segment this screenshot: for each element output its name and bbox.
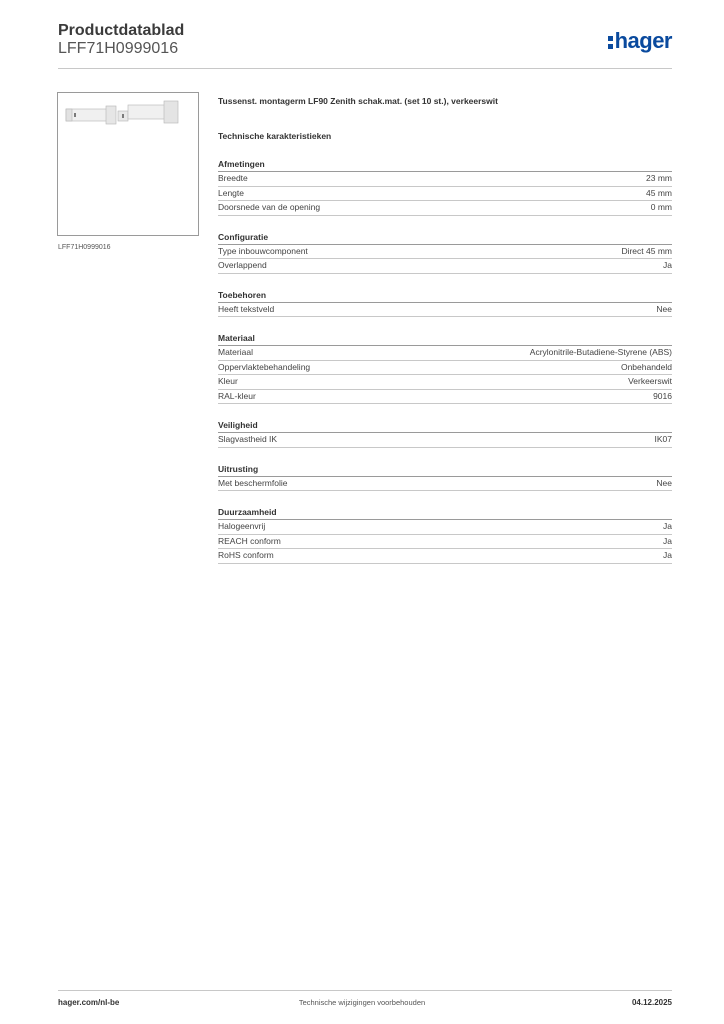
spec-value: Nee — [656, 477, 672, 488]
section-heading: Toebehoren — [218, 290, 672, 303]
spec-value: Onbehandeld — [620, 361, 672, 372]
product-image-graphic — [58, 93, 198, 235]
spec-label: REACH conform — [218, 535, 281, 546]
footer-date: 04.12.2025 — [631, 998, 672, 1007]
footer-divider — [58, 990, 672, 991]
spec-row — [218, 201, 672, 216]
spec-row — [218, 245, 672, 260]
product-specs — [218, 96, 672, 564]
section-heading: Configuratie — [218, 232, 672, 245]
spec-row — [218, 303, 672, 318]
spec-label: Heeft tekstveld — [218, 303, 275, 314]
product-image — [57, 92, 199, 236]
spec-label: RAL-kleur — [218, 390, 256, 401]
spec-label: Lengte — [218, 187, 244, 198]
section-heading: Uitrusting — [218, 464, 672, 477]
spec-row — [218, 433, 672, 448]
spec-value: Nee — [656, 303, 672, 314]
spec-section — [218, 159, 672, 216]
spec-label: Type inbouwcomponent — [218, 245, 308, 256]
spec-value: Ja — [663, 550, 672, 560]
spec-value: 23 mm — [646, 173, 672, 183]
spec-value: 9016 — [653, 390, 672, 401]
spec-label: Oppervlaktebehandeling — [218, 361, 311, 372]
spec-row — [218, 375, 672, 390]
spec-value: Direct 45 mm — [621, 245, 672, 256]
spec-section — [218, 464, 672, 492]
spec-row — [218, 520, 672, 535]
product-image-caption: LFF71H0999016 — [58, 244, 111, 251]
logo-text: hager — [614, 28, 672, 53]
spec-value: Ja — [663, 535, 672, 546]
hager-logo — [608, 28, 672, 54]
spec-label: Halogeenvrij — [218, 521, 266, 531]
spec-value: Ja — [663, 260, 672, 270]
spec-label: Slagvastheid IK — [218, 434, 278, 444]
spec-value: 0 mm — [650, 202, 672, 212]
spec-row — [218, 187, 672, 202]
product-code: LFF71H0999016 — [58, 40, 179, 57]
spec-row — [218, 346, 672, 361]
spec-value: Ja — [663, 521, 672, 531]
spec-label: Materiaal — [218, 347, 253, 357]
spec-row — [218, 390, 672, 405]
section-heading: Materiaal — [218, 333, 672, 346]
spec-value: Acrylonitrile-Butadiene-Styrene (ABS) — [529, 347, 672, 357]
spec-section — [218, 420, 672, 448]
product-title: Tussenst. montagerm LF90 Zenith schak.mat. (set 10 st.), verkeerswit — [218, 96, 498, 106]
spec-label: Breedte — [218, 173, 248, 183]
spec-section — [218, 290, 672, 318]
footer-notice: Technische wijzigingen voorbehouden — [298, 998, 426, 1007]
footer-website: hager.com/nl-be — [58, 998, 120, 1007]
page-title: Productdatablad — [58, 22, 185, 39]
section-heading: Afmetingen — [218, 159, 672, 172]
spec-row — [218, 172, 672, 187]
spec-section — [218, 333, 672, 404]
spec-value: IK07 — [654, 434, 672, 444]
spec-row — [218, 477, 672, 492]
spec-section — [218, 232, 672, 274]
spec-label: Met beschermfolie — [218, 477, 288, 488]
spec-row — [218, 259, 672, 274]
spec-label: Overlappend — [218, 260, 267, 270]
logo-colon-icon — [608, 34, 613, 49]
header-divider — [58, 68, 672, 69]
tech-characteristics-heading: Technische karakteristieken — [218, 131, 332, 141]
spec-section — [218, 507, 672, 564]
section-heading: Veiligheid — [218, 420, 672, 433]
spec-label: Doorsnede van de opening — [218, 202, 321, 212]
spec-value: 45 mm — [646, 187, 672, 198]
spec-value: Verkeerswit — [628, 376, 672, 386]
spec-row — [218, 549, 672, 564]
spec-label: RoHS conform — [218, 550, 274, 560]
section-heading: Duurzaamheid — [218, 507, 672, 520]
spec-label: Kleur — [218, 376, 238, 386]
spec-sections — [218, 159, 672, 564]
spec-row — [218, 361, 672, 376]
spec-row — [218, 535, 672, 550]
